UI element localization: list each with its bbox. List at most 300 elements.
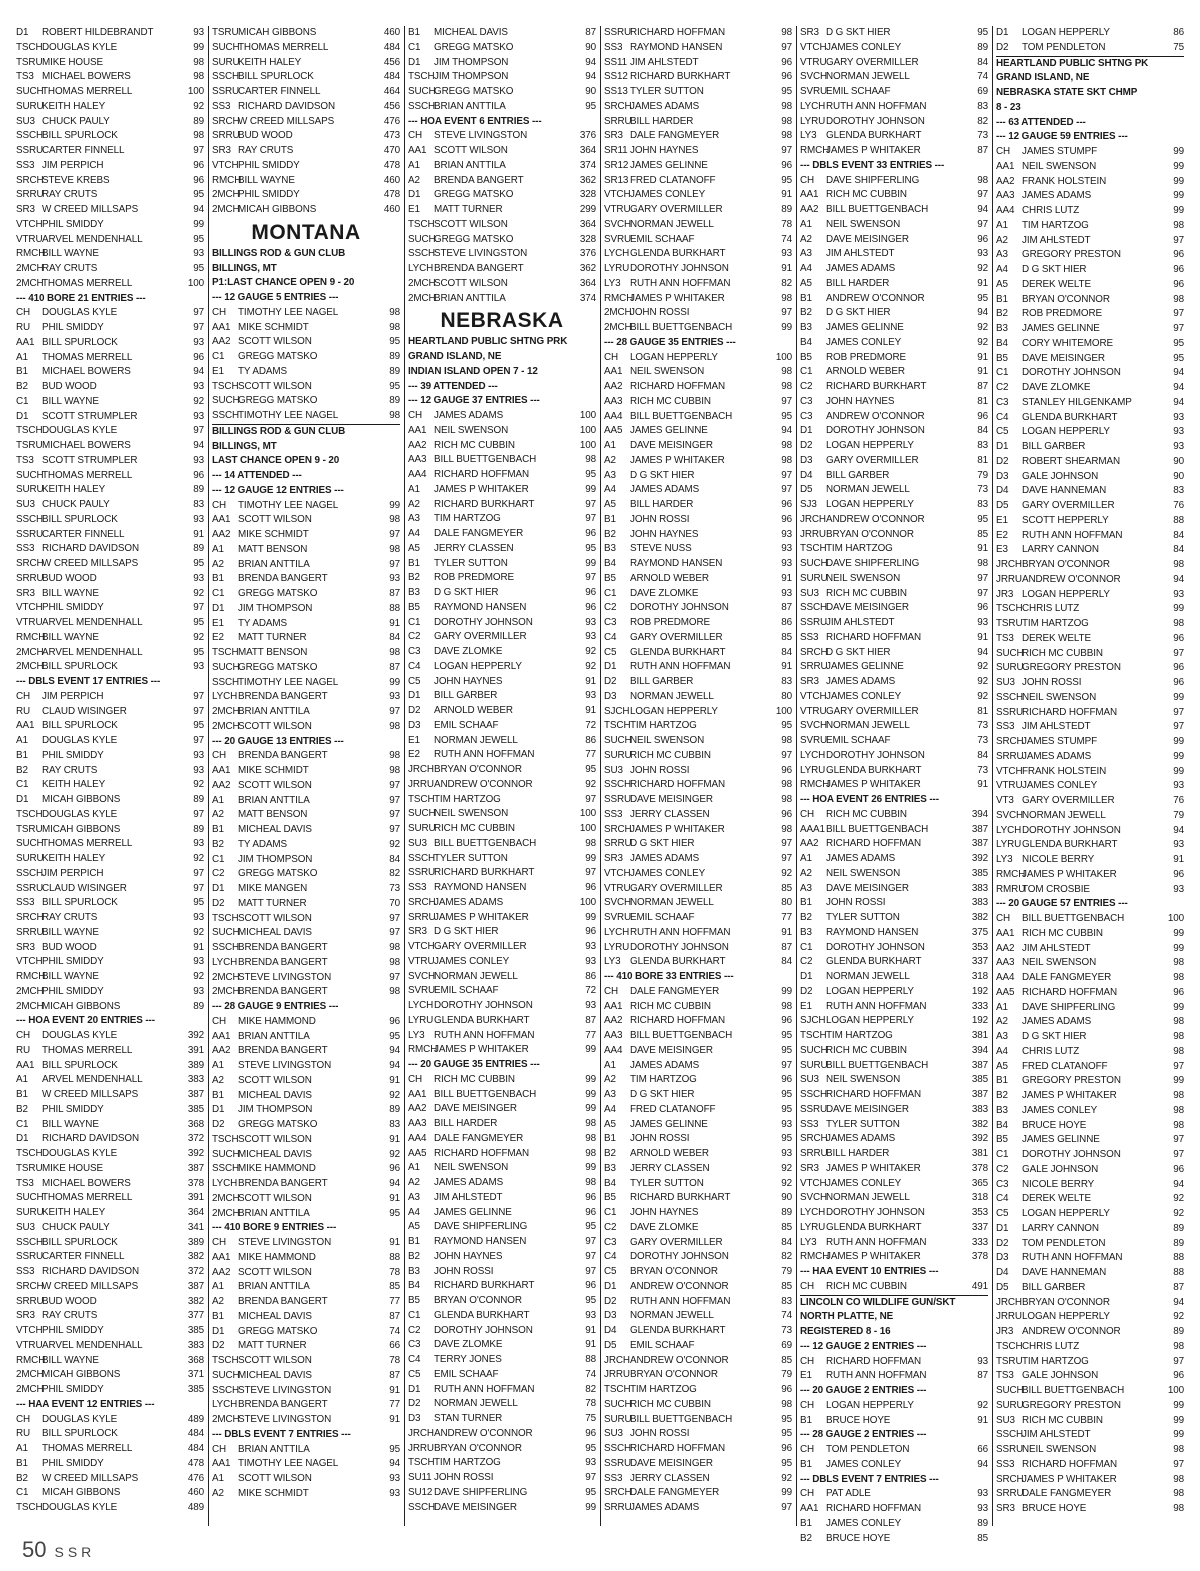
shooter-name: DOROTHY JOHNSON (434, 1324, 533, 1336)
result-row (212, 56, 400, 71)
score: 96 (1173, 278, 1184, 290)
result-row (16, 380, 204, 395)
class-code: C4 (604, 1251, 617, 1263)
result-row (800, 292, 988, 307)
class-code: A1 (408, 483, 420, 495)
result-row (408, 601, 596, 616)
shooter-name: LOGAN HEPPERLY (826, 985, 914, 997)
class-code: SSCH (604, 779, 632, 791)
class-code: SUCH (16, 838, 44, 850)
class-code: AA4 (996, 205, 1015, 216)
score: 83 (1173, 485, 1184, 497)
score: 69 (977, 86, 988, 97)
shooter-name: RICHARD HOFFMAN (826, 1355, 922, 1367)
score: 95 (781, 174, 792, 186)
score: 489 (187, 1502, 204, 1513)
class-code: AA1 (996, 927, 1015, 939)
result-row (604, 631, 792, 646)
result-row (800, 174, 988, 189)
shooter-name: JERRY CLASSEN (630, 1472, 710, 1484)
result-row (800, 660, 988, 675)
shooter-name: BILL HARDER (826, 1148, 890, 1159)
class-code: SU3 (800, 587, 819, 599)
shooter-name: GREGG MATSKO (238, 588, 318, 599)
shooter-name: KEITH HALEY (42, 484, 106, 496)
class-code: SU12 (408, 1486, 433, 1498)
shooter-name: BILL WAYNE (238, 174, 295, 186)
score: 88 (1173, 1267, 1184, 1278)
class-code: SRCH (16, 558, 44, 569)
score: 96 (1173, 677, 1184, 688)
score: 92 (193, 100, 204, 112)
score: 98 (977, 174, 988, 186)
class-code: RMCH (408, 1044, 438, 1056)
score: 100 (579, 896, 596, 908)
shooter-name: SCOTT WILSON (238, 1473, 312, 1484)
shooter-name: TIM HARTZOG (1022, 618, 1089, 629)
shooter-name: W CREED MILLSAPS (238, 115, 335, 127)
score: 93 (977, 1503, 988, 1514)
class-code: E2 (408, 749, 420, 761)
shooter-name: ROB PREDMORE (1022, 308, 1103, 320)
shooter-name: DALE FANGMEYER (630, 1487, 720, 1499)
class-code: A1 (16, 735, 28, 746)
shooter-name: NORMAN JEWELL (630, 690, 714, 702)
class-code: A4 (996, 1045, 1008, 1057)
class-code: AA2 (212, 1266, 231, 1278)
class-code: A3 (604, 1089, 616, 1100)
result-row (408, 1220, 596, 1235)
class-code: AA1 (212, 1458, 231, 1470)
class-code: TSCH (604, 720, 631, 732)
class-code: TSRU (212, 27, 239, 38)
score: 100 (579, 823, 596, 834)
result-row (16, 247, 204, 262)
shooter-name: DOROTHY JOHNSON (630, 602, 729, 614)
score: 93 (193, 912, 204, 923)
result-row (16, 1221, 204, 1236)
column-divider (796, 26, 797, 1526)
class-code: D2 (996, 41, 1009, 53)
class-code: E1 (212, 365, 224, 377)
shooter-name: RICHARD DAVIDSON (42, 1266, 139, 1277)
result-row (604, 896, 792, 911)
shooter-name: JOHN HAYNES (630, 1207, 699, 1218)
shooter-name: JAMES P WHITAKER (630, 454, 725, 466)
class-code: SS3 (604, 1472, 623, 1484)
class-code: B1 (16, 1457, 28, 1469)
class-code: SRRU (604, 838, 632, 850)
result-row (16, 85, 204, 100)
score: 92 (1173, 1311, 1184, 1323)
result-row (604, 719, 792, 734)
score: 93 (781, 1148, 792, 1159)
score: 85 (781, 1221, 792, 1233)
result-row (604, 1265, 792, 1280)
shooter-name: CHUCK PAULY (42, 499, 110, 510)
class-code: 2MCH (212, 720, 240, 732)
shooter-name: PHIL SMIDDY (42, 602, 104, 614)
score: 385 (187, 1384, 204, 1395)
score: 97 (193, 145, 204, 156)
score: 72 (585, 719, 596, 731)
class-code: D2 (212, 1340, 225, 1352)
shooter-name: DAVE MEISINGER (826, 602, 909, 614)
result-row (408, 1029, 596, 1044)
score: 95 (585, 1486, 596, 1498)
result-row (604, 1486, 792, 1501)
shooter-name: LOGAN HEPPERLY (630, 351, 718, 363)
result-row (16, 749, 204, 764)
score: 96 (585, 882, 596, 893)
score: 93 (193, 513, 204, 525)
shooter-name: MICHAEL BOWERS (42, 71, 131, 83)
club-info: NORTH PLATTE, NE (800, 1311, 894, 1323)
shooter-name: NORMAN JEWELL (434, 970, 518, 982)
score: 93 (781, 1118, 792, 1130)
score: 98 (781, 794, 792, 805)
results-column-1 (16, 26, 204, 1516)
class-code: TSCH (212, 1355, 239, 1366)
class-code: VTRU (800, 56, 827, 68)
shooter-name: LOGAN HEPPERLY (826, 440, 914, 451)
class-code: CH (800, 174, 815, 186)
result-row (996, 1060, 1184, 1075)
result-row (212, 1103, 400, 1118)
shooter-name: RICHARD HOFFMAN (826, 838, 922, 850)
score: 98 (1173, 219, 1184, 231)
score: 98 (1173, 1119, 1184, 1131)
shooter-name: BRUCE HOYE (1022, 1503, 1087, 1514)
shooter-name: GREGG MATSKO (238, 661, 318, 673)
shooter-name: BILL WAYNE (42, 971, 99, 982)
shooter-name: MICAH GIBBONS (42, 1000, 121, 1012)
result-row (800, 808, 988, 823)
shooter-name: BUD WOOD (42, 1295, 97, 1307)
shooter-name: BRYAN O'CONNOR (826, 528, 914, 540)
shooter-name: BILL GARBER (1022, 441, 1086, 452)
shooter-name: RICH MC CUBBIN (826, 1044, 907, 1056)
result-row (16, 719, 204, 734)
class-code: CH (212, 306, 227, 318)
class-code: SURU (16, 484, 44, 496)
result-row (408, 439, 596, 454)
class-code: VTRU (604, 204, 631, 215)
score: 98 (1173, 957, 1184, 969)
result-row (408, 1294, 596, 1309)
score: 70 (389, 897, 400, 909)
result-row (604, 454, 792, 469)
score: 484 (383, 71, 400, 83)
shooter-name: GARY OVERMILLER (630, 882, 723, 894)
shooter-name: STEVE LIVINGSTON (238, 1414, 332, 1425)
shooter-name: BILL BUETTGENBACH (826, 823, 929, 835)
shooter-name: GREGG MATSKO (434, 189, 514, 201)
shooter-name: JOHN ROSSI (434, 1265, 494, 1277)
score: 91 (977, 351, 988, 363)
score: 92 (585, 646, 596, 657)
class-code: SRCH (16, 174, 44, 186)
score: 99 (1173, 146, 1184, 157)
result-row (800, 410, 988, 425)
class-code: SRCH (604, 1487, 632, 1499)
class-code: B1 (604, 1133, 616, 1145)
score: 96 (585, 1206, 596, 1218)
result-row (212, 1266, 400, 1281)
class-code: SSCH (212, 410, 240, 421)
score: 383 (187, 1339, 204, 1351)
event-header: --- 20 GAUGE 35 ENTRIES --- (408, 1059, 540, 1070)
class-code: SUCH (996, 1385, 1024, 1396)
score: 83 (193, 499, 204, 510)
shooter-name: JAMES P WHITAKER (1022, 1090, 1117, 1101)
shooter-name: ARNOLD WEBER (434, 705, 513, 716)
score: 94 (389, 1178, 400, 1189)
class-code: RMCH (212, 174, 242, 186)
result-row (408, 616, 596, 631)
class-code: B2 (16, 1103, 28, 1115)
class-code: SUCH (408, 808, 436, 820)
shooter-name: EMIL SCHAAF (630, 912, 695, 923)
class-code: AA1 (408, 1088, 427, 1100)
result-row (16, 424, 204, 439)
score: 97 (781, 41, 792, 53)
result-row (212, 203, 400, 218)
result-row (212, 321, 400, 336)
shooter-name: NEIL SWENSON (826, 572, 901, 584)
score: 81 (977, 454, 988, 466)
result-row (996, 868, 1184, 883)
shooter-name: ARVEL MENDENHALL (42, 1339, 143, 1351)
score: 85 (781, 882, 792, 894)
class-code: B1 (212, 1089, 224, 1101)
score: 91 (977, 1414, 988, 1426)
class-code: D2 (800, 985, 813, 997)
score: 74 (781, 1310, 792, 1322)
score: 382 (971, 912, 988, 923)
shooter-name: JAMES P WHITAKER (826, 145, 921, 156)
class-code: SUCH (996, 647, 1024, 659)
score: 96 (1173, 632, 1184, 644)
shooter-name: BRYAN O'CONNOR (1022, 1296, 1110, 1308)
class-code: B2 (604, 528, 616, 540)
class-code: D1 (212, 1325, 225, 1337)
class-code: TSCH (800, 1030, 827, 1041)
class-code: B3 (604, 1162, 616, 1174)
score: 80 (781, 690, 792, 702)
result-row (408, 689, 596, 704)
score: 93 (781, 528, 792, 540)
score: 377 (187, 1310, 204, 1322)
score: 77 (585, 749, 596, 761)
score: 93 (781, 248, 792, 260)
score: 77 (389, 1296, 400, 1307)
shooter-name: JAMES ADAMS (434, 1177, 504, 1188)
score: 99 (585, 557, 596, 569)
class-code: 2MCH (16, 661, 44, 673)
shooter-name: NEIL SWENSON (434, 424, 509, 436)
score: 96 (1173, 264, 1184, 275)
shooter-name: LOGAN HEPPERLY (1022, 1208, 1110, 1219)
score: 97 (781, 307, 792, 319)
shooter-name: RUTH ANN HOFFMAN (630, 277, 731, 289)
result-row (996, 470, 1184, 485)
class-code: VTCH (800, 690, 827, 702)
score: 84 (977, 425, 988, 437)
score: 456 (383, 100, 400, 112)
class-code: B3 (800, 926, 812, 938)
class-code: C5 (996, 426, 1009, 438)
class-code: SRCH (408, 896, 436, 908)
score: 98 (193, 56, 204, 68)
event-header: --- HOA EVENT 20 ENTRIES --- (16, 1015, 155, 1027)
class-code: 2MCH (16, 263, 44, 274)
score: 92 (977, 263, 988, 274)
shooter-name: CHUCK PAULY (42, 115, 110, 127)
class-code: SS3 (604, 808, 623, 820)
class-code: TSCH (408, 793, 435, 805)
class-code: A3 (408, 1191, 420, 1203)
result-row (408, 1353, 596, 1368)
event-header: --- HAA EVENT 10 ENTRIES --- (800, 1266, 939, 1277)
score: 98 (781, 381, 792, 392)
score: 98 (389, 942, 400, 953)
shooter-name: DOROTHY JOHNSON (826, 115, 925, 127)
result-row (16, 100, 204, 115)
score: 98 (585, 1147, 596, 1159)
shooter-name: JAMES ADAMS (434, 896, 504, 908)
score: 92 (193, 853, 204, 864)
result-row (996, 676, 1184, 691)
result-row (996, 1178, 1184, 1193)
result-row (408, 630, 596, 645)
score: 98 (585, 1177, 596, 1188)
result-row (408, 1147, 596, 1162)
class-code: D4 (604, 1325, 617, 1336)
class-code: SS12 (604, 71, 628, 83)
shooter-name: JIM THOMPSON (434, 71, 509, 83)
class-code: LYRU (800, 1221, 826, 1233)
score: 96 (1173, 1163, 1184, 1175)
score: 99 (1173, 942, 1184, 954)
class-code: B3 (996, 1104, 1008, 1116)
class-code: TSCH (16, 41, 43, 53)
event-header: --- 12 GAUGE 59 ENTRIES --- (996, 131, 1128, 143)
shooter-name: NORMAN JEWELL (1022, 809, 1106, 821)
shooter-name: BILL GARBER (434, 690, 498, 702)
score: 82 (585, 1383, 596, 1395)
class-code: SU11 (408, 1472, 432, 1483)
class-code: C2 (212, 868, 225, 880)
score: 98 (193, 130, 204, 142)
score: 94 (1173, 573, 1184, 585)
class-code: C1 (800, 941, 813, 953)
score: 387 (187, 1280, 204, 1292)
score: 86 (781, 617, 792, 628)
result-row (800, 882, 988, 897)
class-code: VT3 (996, 795, 1014, 806)
shooter-name: DOROTHY JOHNSON (434, 1000, 533, 1011)
class-code: 2MCH (16, 1369, 44, 1381)
result-row (604, 1236, 792, 1251)
score: 73 (389, 883, 400, 894)
shooter-name: JAMES CONLEY (826, 336, 902, 348)
score: 100 (579, 410, 596, 421)
shooter-name: JAMES GELINNE (630, 1118, 708, 1130)
score: 98 (389, 543, 400, 555)
result-row (212, 867, 400, 882)
result-row (996, 204, 1184, 219)
shooter-name: DOROTHY JOHNSON (826, 1207, 925, 1218)
class-code: SRCH (800, 1133, 828, 1145)
score: 93 (585, 1309, 596, 1321)
result-row (212, 26, 400, 41)
score: 97 (585, 1265, 596, 1277)
shooter-name: MICHEAL DAVIS (238, 824, 312, 835)
shooter-name: DAVE SHIPFERLING (434, 1486, 528, 1498)
result-row (604, 926, 792, 941)
result-row (604, 1206, 792, 1221)
score: 95 (389, 1443, 400, 1455)
score: 91 (585, 675, 596, 687)
result-row (212, 823, 400, 838)
class-code: VTCH (16, 956, 43, 968)
score: 98 (781, 1000, 792, 1012)
shooter-name: JAMES P WHITAKER (826, 1251, 921, 1263)
class-code: SSRU (996, 1444, 1024, 1455)
result-row (212, 1030, 400, 1045)
class-code: A2 (800, 233, 812, 245)
shooter-name: TIMOTHY LEE NAGEL (238, 410, 339, 421)
class-code: B3 (996, 323, 1008, 334)
result-row (604, 1383, 792, 1398)
result-row (604, 1088, 792, 1103)
result-row (16, 1427, 204, 1442)
shooter-name: NEIL SWENSON (434, 808, 509, 820)
score: 392 (971, 1133, 988, 1145)
result-row (996, 189, 1184, 204)
score: 96 (781, 513, 792, 525)
result-row (212, 676, 400, 691)
class-code: C4 (996, 411, 1009, 423)
shooter-name: W CREED MILLSAPS (42, 204, 139, 215)
class-code: TS3 (16, 71, 34, 83)
score: 93 (193, 749, 204, 761)
score: 95 (781, 86, 792, 97)
result-row (212, 188, 400, 203)
result-row (212, 1089, 400, 1104)
class-code: C5 (408, 1368, 421, 1380)
score: 77 (389, 1399, 400, 1411)
class-code: SS11 (604, 56, 628, 68)
shooter-name: NORMAN JEWELL (630, 218, 714, 230)
result-row (800, 1502, 988, 1517)
class-code: D1 (408, 690, 421, 702)
class-code: AA2 (408, 439, 427, 451)
shooter-name: CHRIS LUTZ (1022, 205, 1080, 216)
result-row (16, 985, 204, 1000)
result-row (996, 175, 1184, 190)
shooter-name: MICHEAL DAVIS (238, 927, 312, 939)
score: 93 (585, 631, 596, 643)
shooter-name: D G SKT HIER (1022, 1031, 1087, 1042)
shooter-name: THOMAS MERRELL (42, 1443, 133, 1454)
score: 364 (187, 1207, 204, 1218)
result-row (800, 424, 988, 439)
class-code: AA4 (408, 469, 427, 480)
result-row (16, 410, 204, 425)
class-code: A3 (604, 469, 616, 481)
